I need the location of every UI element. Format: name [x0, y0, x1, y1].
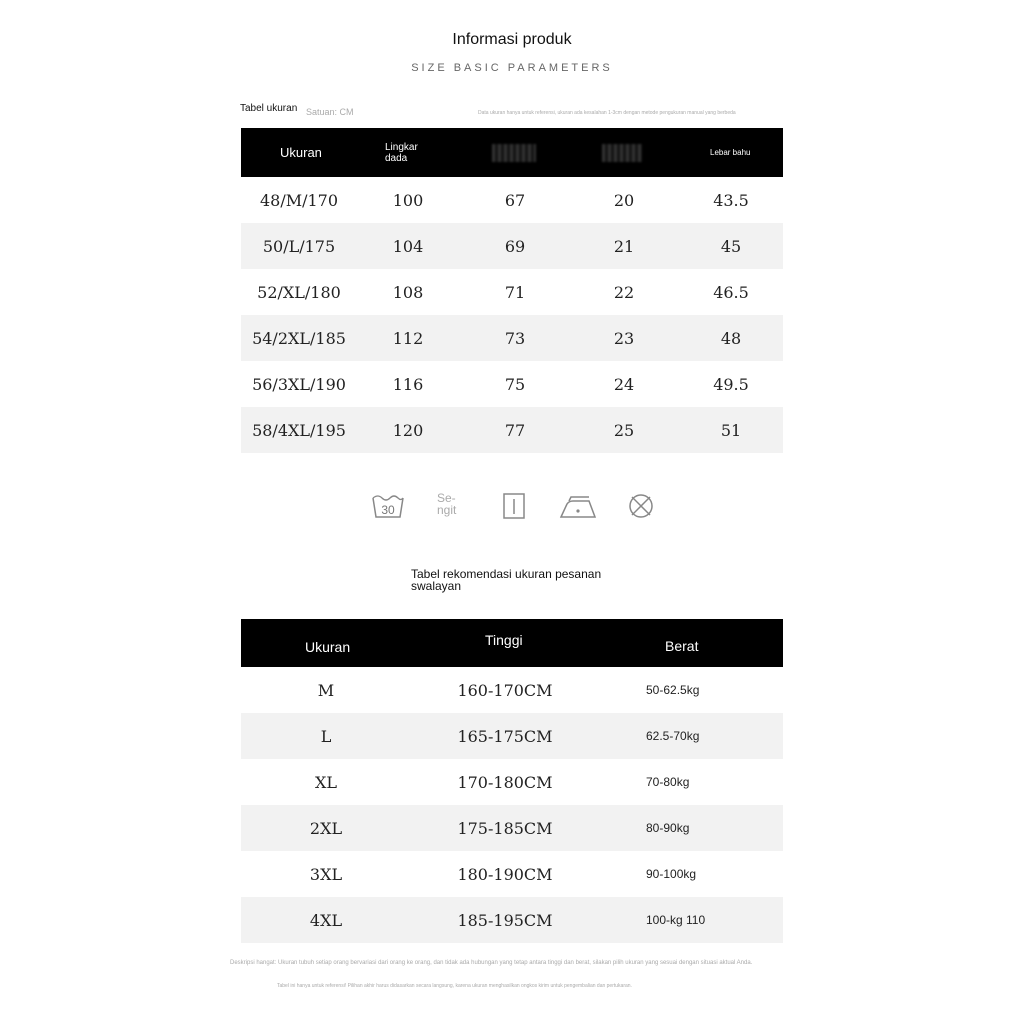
table-cell: 45	[720, 236, 742, 256]
table-cell: 69	[504, 236, 526, 256]
table-cell: 3XL	[309, 864, 343, 884]
table-cell: 48	[720, 328, 742, 348]
table-row	[241, 851, 783, 897]
shrink-text	[437, 492, 456, 516]
table-cell: 54/2XL/185	[252, 328, 346, 348]
recommend-title	[411, 568, 601, 592]
unit-label: Satuan: CM	[306, 107, 354, 117]
recommend-title-line1: Tabel rekomendasi ukuran pesanan	[411, 567, 602, 581]
header-tinggi: Tinggi	[485, 632, 523, 648]
table-cell: 100-kg 110	[646, 913, 706, 927]
table-cell: 22	[613, 282, 635, 302]
table-cell: 4XL	[309, 910, 343, 930]
table-cell: 49.5	[713, 374, 749, 394]
header-lebar-bahu: Lebar bahu	[710, 148, 751, 157]
wash-30-icon	[370, 490, 406, 522]
table-cell: 75	[504, 374, 526, 394]
table-cell: 175-185CM	[457, 818, 553, 838]
recommend-table-header	[241, 619, 783, 667]
table-row	[241, 713, 783, 759]
measurement-note: Data ukuran hanya untuk referensi, ukuran ada kesalahan 1-3cm dengan metode pengukuran manual yang berbeda	[478, 110, 736, 116]
table-row	[241, 269, 783, 315]
table-cell: M	[317, 680, 335, 700]
table-cell: 77	[504, 420, 526, 440]
size-table-header	[241, 128, 783, 177]
table-cell: 165-175CM	[457, 726, 553, 746]
table-cell: 25	[613, 420, 635, 440]
table-cell: 56/3XL/190	[252, 374, 346, 394]
shrink-text-line2: ngit	[437, 503, 457, 517]
line-dry-icon	[496, 490, 532, 522]
table-cell: 112	[392, 328, 424, 348]
table-cell: 116	[392, 374, 424, 394]
header-ukuran: Ukuran	[305, 639, 351, 655]
header-blurred-2	[602, 128, 642, 177]
table-cell: 71	[504, 282, 526, 302]
table-cell: L	[320, 726, 332, 746]
table-cell: 2XL	[309, 818, 343, 838]
care-icons	[0, 490, 1024, 522]
table-row	[241, 223, 783, 269]
table-cell: 20	[613, 190, 635, 210]
table-row	[241, 361, 783, 407]
table-cell: 73	[504, 328, 526, 348]
table-cell: 23	[613, 328, 635, 348]
iron-icon	[559, 490, 597, 522]
table-cell: 170-180CM	[457, 772, 553, 792]
table-row	[241, 667, 783, 713]
table-cell: 67	[504, 190, 526, 210]
header-blurred-1	[492, 128, 536, 177]
wash-temp-text: 30	[381, 503, 395, 517]
header-ukuran: Ukuran	[280, 145, 322, 160]
table-cell: 108	[392, 282, 424, 302]
table-row	[241, 407, 783, 453]
recommend-title-line2: swalayan	[411, 579, 462, 593]
table-row	[241, 315, 783, 361]
size-table-label: Tabel ukuran	[240, 103, 298, 114]
size-table	[241, 128, 783, 453]
table-cell: 48/M/170	[259, 190, 339, 210]
table-cell: 70-80kg	[646, 775, 690, 789]
shrink-text-line1: Se-	[437, 491, 456, 505]
page-title: Informasi produk	[452, 31, 572, 48]
footer-note: Deskripsi hangat: Ukuran tubuh setiap orang bervariasi dari orang ke orang, dan tidak ada hubungan yang tetap antara tinggi dan berat, silakan pilih ukuran yang sesuai dengan situasi aktual Anda.	[230, 960, 753, 966]
table-row	[241, 897, 783, 943]
table-cell: 185-195CM	[457, 910, 553, 930]
table-cell: 80-90kg	[646, 821, 690, 835]
table-cell: 104	[392, 236, 424, 256]
table-cell: XL	[314, 772, 337, 792]
table-cell: 52/XL/180	[257, 282, 341, 302]
table-cell: 46.5	[713, 282, 749, 302]
table-row	[241, 805, 783, 851]
table-cell: 43.5	[713, 190, 749, 210]
table-cell: 62.5-70kg	[646, 729, 700, 743]
table-cell: 21	[613, 236, 635, 256]
table-cell: 50-62.5kg	[646, 683, 700, 697]
no-dryclean-icon	[623, 490, 659, 522]
header-lingkar-dada: Lingkar dada	[385, 141, 418, 164]
page-subtitle: SIZE BASIC PARAMETERS	[411, 62, 613, 74]
table-cell: 24	[613, 374, 635, 394]
footer-disclaimer: Tabel ini hanya untuk referensi! Pilihan akhir harus didasarkan secara langsung, karena ukuran menghasilkan ongkos kirim untuk pengembalian dan pertukaran.	[277, 983, 632, 989]
table-cell: 50/L/175	[262, 236, 336, 256]
table-cell: 120	[392, 420, 424, 440]
table-cell: 58/4XL/195	[252, 420, 346, 440]
table-cell: 51	[720, 420, 742, 440]
recommend-table	[241, 619, 783, 943]
table-cell: 90-100kg	[646, 867, 697, 881]
table-cell: 180-190CM	[457, 864, 553, 884]
header-berat: Berat	[665, 638, 699, 654]
table-row	[241, 177, 783, 223]
table-cell: 100	[392, 190, 424, 210]
table-row	[241, 759, 783, 805]
table-cell: 160-170CM	[457, 680, 553, 700]
